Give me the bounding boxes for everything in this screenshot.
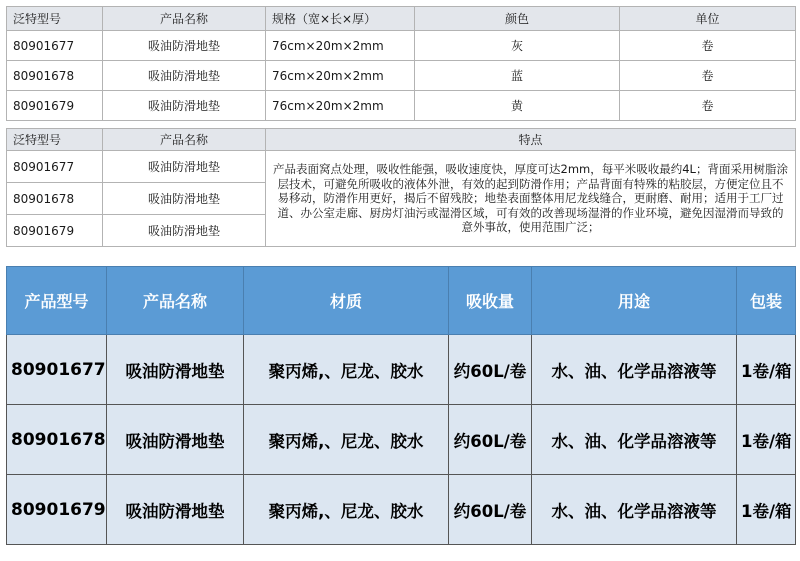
cell-model: 80901679 [7,91,103,121]
cell-material: 聚丙烯,、尼龙、胶水 [244,335,449,405]
cell-unit: 卷 [620,31,796,61]
cell-spec: 76cm×20m×2mm [266,91,415,121]
material-table [6,266,796,545]
cell-model: 80901679 [7,475,107,545]
header-usage: 用途 [532,267,737,335]
header-spec: 规格（宽×长×厚） [266,7,415,31]
cell-product-name: 吸油防滑地垫 [103,183,266,215]
header-color: 颜色 [415,7,620,31]
spec-table [6,6,796,121]
cell-product-name: 吸油防滑地垫 [107,475,244,545]
cell-product-name: 吸油防滑地垫 [103,31,266,61]
table-row [7,91,796,121]
cell-model: 80901677 [7,31,103,61]
table-header-row [7,7,796,31]
table-header-row [7,267,796,335]
cell-usage: 水、油、化学品溶液等 [532,335,737,405]
cell-material: 聚丙烯,、尼龙、胶水 [244,475,449,545]
cell-spec: 76cm×20m×2mm [266,31,415,61]
header-model: 产品型号 [7,267,107,335]
cell-model: 80901678 [7,405,107,475]
cell-product-name: 吸油防滑地垫 [103,215,266,247]
cell-product-name: 吸油防滑地垫 [103,91,266,121]
table-row [7,335,796,405]
cell-product-name: 吸油防滑地垫 [107,335,244,405]
cell-absorption: 约60L/卷 [449,475,532,545]
cell-unit: 卷 [620,61,796,91]
cell-model: 80901677 [7,151,103,183]
table-row [7,151,796,183]
cell-model: 80901678 [7,183,103,215]
cell-spec: 76cm×20m×2mm [266,61,415,91]
header-product-name: 产品名称 [103,7,266,31]
cell-model: 80901677 [7,335,107,405]
table-row [7,31,796,61]
cell-unit: 卷 [620,91,796,121]
header-product-name: 产品名称 [107,267,244,335]
cell-model: 80901679 [7,215,103,247]
cell-color: 灰 [415,31,620,61]
table-row [7,61,796,91]
cell-usage: 水、油、化学品溶液等 [532,475,737,545]
cell-packaging: 1卷/箱 [737,335,796,405]
header-packaging: 包装 [737,267,796,335]
cell-model: 80901678 [7,61,103,91]
feature-table [6,128,796,247]
header-product-name: 产品名称 [103,129,266,151]
cell-product-name: 吸油防滑地垫 [107,405,244,475]
cell-packaging: 1卷/箱 [737,405,796,475]
table-row [7,475,796,545]
header-absorption: 吸收量 [449,267,532,335]
cell-feature-text: 产品表面窝点处理，吸收性能强，吸收速度快，厚度可达2mm，每平米吸收最约4L；背面采用树脂涂层技术，可避免所吸收的液体外泄，有效的起到防滑作用；产品背面有特殊的粘胶层，方便定位且不易移动，防滑作用更好，揭后不留残胶；地垫表面整体用尼龙线缝合，更耐磨、耐用；适用于工厂过道、办公室走廊、厨房灯油污或湿滑区域，可有效的改善现场湿滑的作业环境，避免因湿滑而导致的意外事故，使用范围广泛； [266,151,796,247]
header-material: 材质 [244,267,449,335]
header-unit: 单位 [620,7,796,31]
cell-usage: 水、油、化学品溶液等 [532,405,737,475]
cell-product-name: 吸油防滑地垫 [103,61,266,91]
cell-material: 聚丙烯,、尼龙、胶水 [244,405,449,475]
header-model: 泛特型号 [7,129,103,151]
header-model: 泛特型号 [7,7,103,31]
cell-packaging: 1卷/箱 [737,475,796,545]
cell-absorption: 约60L/卷 [449,335,532,405]
table-row [7,405,796,475]
table-header-row [7,129,796,151]
cell-color: 蓝 [415,61,620,91]
header-features: 特点 [266,129,796,151]
cell-product-name: 吸油防滑地垫 [103,151,266,183]
cell-color: 黄 [415,91,620,121]
cell-absorption: 约60L/卷 [449,405,532,475]
